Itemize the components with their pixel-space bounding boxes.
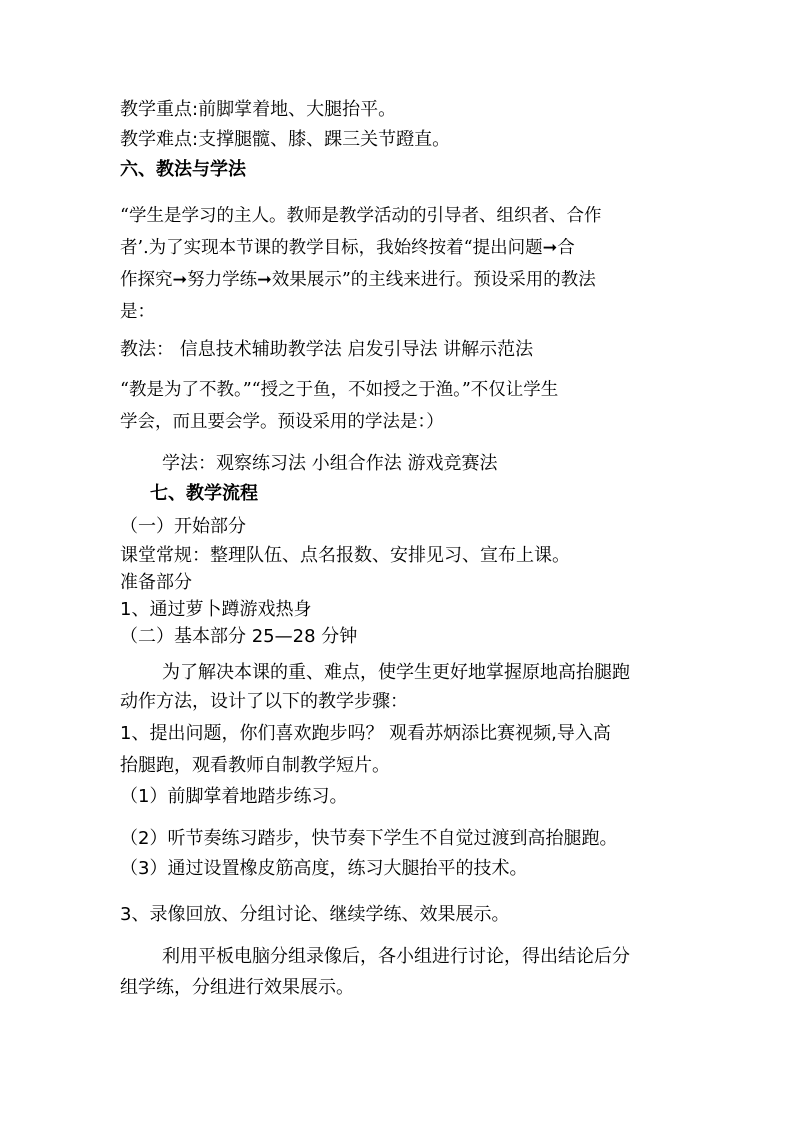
paragraph-line: 组学练，分组进行效果展示。: [120, 977, 354, 998]
preparation-heading: 准备部分: [120, 572, 192, 593]
paragraph-line: “教是为了不教。”“授之于鱼，不如授之于渔。”不仅让学生: [120, 380, 559, 400]
paragraph-line: 动作方法，设计了以下的教学步骤：: [120, 691, 408, 712]
paragraph-line: 者’.为了实现本节课的教学目标，我始终按着“提出问题➞合: [120, 238, 575, 258]
step-line: 抬腿跑，观看教师自制教学短片。: [120, 755, 390, 776]
paragraph-line: 为了解决本课的重、难点，使学生更好地掌握原地高抬腿跑: [162, 662, 630, 683]
subsection-heading-basic: （二）基本部分 25—28 分钟: [120, 626, 358, 647]
class-routine-line: 课堂常规：整理队伍、点名报数、安排见习、宣布上课。: [120, 545, 570, 566]
step-line: 1、提出问题，你们喜欢跑步吗？ 观看苏炳添比赛视频,导入高: [120, 723, 611, 744]
learning-methods-line: 学法：观察练习法 小组合作法 游戏竞赛法: [162, 453, 498, 474]
key-points-line: 教学重点:前脚掌着地、大腿抬平。: [120, 99, 397, 120]
teaching-methods-line: 教法： 信息技术辅助教学法 启发引导法 讲解示范法: [120, 339, 534, 360]
paragraph-line: 利用平板电脑分组录像后，各小组进行讨论，得出结论后分: [162, 946, 630, 967]
paragraph-line: “学生是学习的主人。教师是教学活动的引导者、组织者、合作: [120, 206, 602, 226]
difficult-points-line: 教学难点:支撑腿髋、膝、踝三关节蹬直。: [120, 129, 451, 150]
substep-line: （3）通过设置橡皮筋高度，练习大腿抬平的技术。: [120, 858, 528, 879]
section-heading-methods: 六、教法与学法: [120, 159, 246, 180]
paragraph-line: 学会，而且要会学。预设采用的学法是：）: [120, 412, 444, 432]
substep-line: （1）前脚掌着地踏步练习。: [120, 786, 348, 807]
paragraph-line: 是：: [120, 302, 155, 322]
paragraph-line: 作探究➞努力学练➞效果展示”的主线来进行。预设采用的教法: [120, 270, 596, 290]
step-line: 3、录像回放、分组讨论、继续学练、效果展示。: [120, 904, 510, 925]
section-heading-process: 七、教学流程: [150, 483, 258, 504]
substep-line: （2）听节奏练习踏步，快节奏下学生不自觉过渡到高抬腿跑。: [120, 828, 618, 849]
warmup-line: 1、通过萝卜蹲游戏热身: [120, 599, 312, 620]
subsection-heading-start: （一）开始部分: [120, 516, 246, 537]
